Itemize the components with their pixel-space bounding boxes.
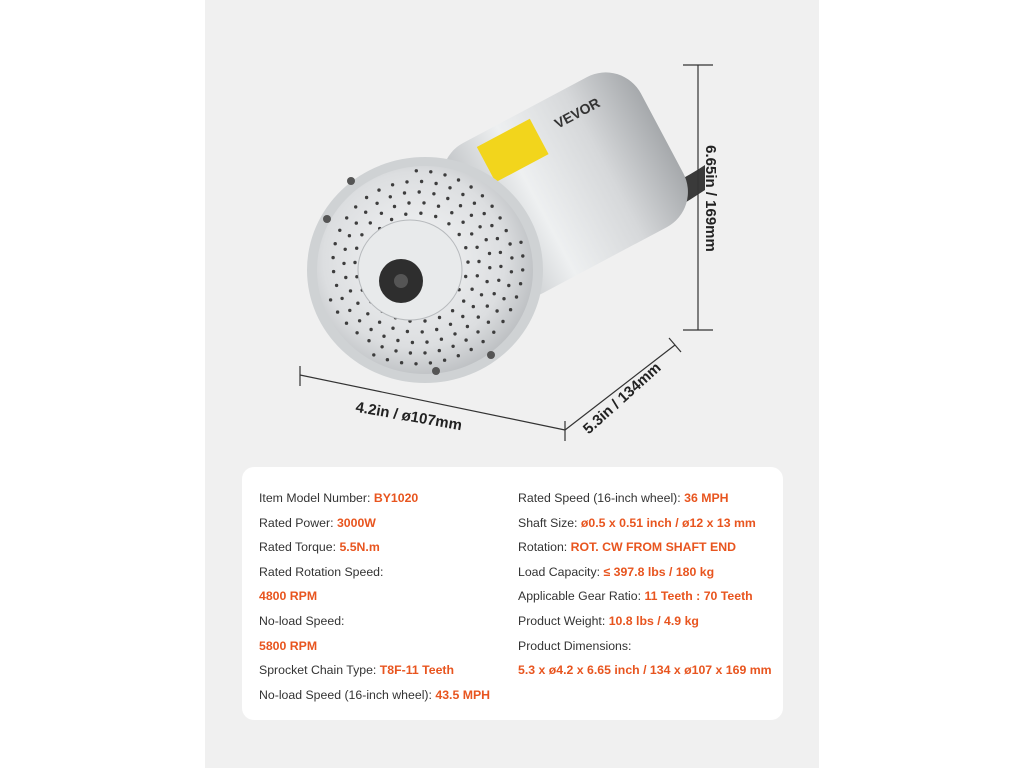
vent-hole bbox=[435, 328, 438, 331]
vent-hole bbox=[355, 331, 358, 334]
length-dimension-label: 5.3in / 134mm bbox=[579, 359, 665, 438]
spec-row: Load Capacity: ≤ 397.8 lbs / 180 kg bbox=[518, 564, 715, 579]
vent-hole bbox=[394, 349, 397, 352]
vent-hole bbox=[470, 232, 473, 235]
vent-hole bbox=[429, 361, 432, 364]
vent-hole bbox=[438, 316, 441, 319]
vent-hole bbox=[499, 251, 502, 254]
vent-hole bbox=[365, 196, 368, 199]
vent-hole bbox=[386, 358, 389, 361]
vent-hole bbox=[480, 293, 483, 296]
spec-row: No-load Speed: bbox=[259, 613, 345, 628]
vent-hole bbox=[493, 292, 496, 295]
vent-hole bbox=[508, 242, 511, 245]
vent-hole bbox=[393, 205, 396, 208]
vent-hole bbox=[375, 202, 378, 205]
vent-hole bbox=[497, 279, 500, 282]
spec-column-left bbox=[259, 486, 509, 707]
vent-hole bbox=[487, 321, 490, 324]
vent-hole bbox=[335, 284, 338, 287]
vent-hole bbox=[332, 270, 335, 273]
vent-hole bbox=[391, 327, 394, 330]
vent-hole bbox=[510, 256, 513, 259]
vent-hole bbox=[422, 201, 425, 204]
vent-hole bbox=[457, 178, 460, 181]
vent-hole bbox=[355, 221, 358, 224]
vent-hole bbox=[459, 204, 462, 207]
vent-hole bbox=[485, 238, 488, 241]
vent-hole bbox=[510, 270, 513, 273]
vent-hole bbox=[453, 332, 456, 335]
vent-hole bbox=[447, 222, 450, 225]
vent-hole bbox=[490, 205, 493, 208]
vent-hole bbox=[451, 345, 454, 348]
vent-hole bbox=[345, 322, 348, 325]
vent-hole bbox=[353, 261, 356, 264]
vent-hole bbox=[336, 310, 339, 313]
vent-hole bbox=[443, 173, 446, 176]
sprocket bbox=[379, 259, 423, 303]
vent-hole bbox=[472, 305, 475, 308]
mount-hole bbox=[432, 367, 440, 375]
spec-row: Product Dimensions: bbox=[518, 638, 632, 653]
vent-hole bbox=[419, 212, 422, 215]
spec-row: 4800 RPM bbox=[259, 589, 318, 604]
spec-row: 5800 RPM bbox=[259, 638, 318, 653]
vent-hole bbox=[348, 234, 351, 237]
vent-hole bbox=[382, 335, 385, 338]
product-image-area bbox=[205, 0, 819, 460]
vent-hole bbox=[466, 325, 469, 328]
vent-hole bbox=[340, 297, 343, 300]
vent-hole bbox=[507, 284, 510, 287]
vent-hole bbox=[364, 211, 367, 214]
vent-hole bbox=[485, 280, 488, 283]
vent-hole bbox=[380, 212, 383, 215]
vent-hole bbox=[488, 252, 491, 255]
vent-hole bbox=[502, 297, 505, 300]
vent-hole bbox=[449, 323, 452, 326]
spec-row: Rated Speed (16-inch wheel): 36 MPH bbox=[518, 491, 729, 505]
vent-hole bbox=[354, 205, 357, 208]
vent-hole bbox=[461, 315, 464, 318]
vent-hole bbox=[434, 215, 437, 218]
vent-hole bbox=[400, 361, 403, 364]
vent-hole bbox=[429, 170, 432, 173]
vent-hole bbox=[342, 262, 345, 265]
vent-hole bbox=[415, 169, 418, 172]
vent-hole bbox=[344, 248, 347, 251]
vent-hole bbox=[366, 312, 369, 315]
spec-row: Rated Torque: 5.5N.m bbox=[259, 540, 380, 555]
spec-card bbox=[242, 467, 783, 720]
spec-row: Product Weight: 10.8 lbs / 4.9 kg bbox=[518, 613, 699, 628]
vent-hole bbox=[458, 233, 461, 236]
vent-hole bbox=[501, 320, 504, 323]
vent-hole bbox=[509, 308, 512, 311]
vent-hole bbox=[367, 339, 370, 342]
vent-hole bbox=[450, 211, 453, 214]
vent-hole bbox=[421, 330, 424, 333]
vent-hole bbox=[492, 331, 495, 334]
vent-hole bbox=[440, 338, 443, 341]
vent-hole bbox=[481, 194, 484, 197]
vent-hole bbox=[334, 242, 337, 245]
vent-hole bbox=[377, 188, 380, 191]
vent-hole bbox=[461, 193, 464, 196]
vent-hole bbox=[505, 229, 508, 232]
vent-hole bbox=[389, 195, 392, 198]
vent-hole bbox=[404, 213, 407, 216]
vent-hole bbox=[470, 214, 473, 217]
vent-hole bbox=[380, 345, 383, 348]
vent-hole bbox=[477, 315, 480, 318]
spec-row: Applicable Gear Ratio: 11 Teeth : 70 Teeth bbox=[518, 589, 753, 604]
vent-hole bbox=[338, 229, 341, 232]
vent-hole bbox=[473, 202, 476, 205]
vent-hole bbox=[495, 309, 498, 312]
vent-hole bbox=[409, 351, 412, 354]
vent-hole bbox=[356, 302, 359, 305]
vent-hole bbox=[446, 197, 449, 200]
diameter-dimension-label: 4.2in / ø107mm bbox=[354, 398, 464, 435]
spec-row: 5.3 x ø4.2 x 6.65 inch / 134 x ø107 x 169 mm bbox=[518, 663, 772, 678]
vent-hole bbox=[481, 340, 484, 343]
vent-hole bbox=[475, 246, 478, 249]
spec-row: Rated Power: 3000W bbox=[259, 515, 376, 530]
vent-hole bbox=[437, 205, 440, 208]
vent-hole bbox=[344, 276, 347, 279]
vent-hole bbox=[420, 180, 423, 183]
vent-hole bbox=[477, 260, 480, 263]
vent-hole bbox=[519, 282, 522, 285]
vent-hole bbox=[434, 182, 437, 185]
vent-hole bbox=[403, 191, 406, 194]
mount-hole bbox=[487, 351, 495, 359]
vent-hole bbox=[391, 183, 394, 186]
vent-hole bbox=[462, 299, 465, 302]
vent-hole bbox=[407, 201, 410, 204]
vent-hole bbox=[432, 192, 435, 195]
vent-hole bbox=[418, 190, 421, 193]
spec-row: Rated Rotation Speed: bbox=[259, 564, 384, 579]
vent-hole bbox=[488, 266, 491, 269]
mount-hole bbox=[323, 215, 331, 223]
spec-row: Shaft Size: ø0.5 x 0.51 inch / ø12 x 13 mm bbox=[518, 515, 756, 530]
height-dimension-label: 6.65in / 169mm bbox=[701, 145, 719, 252]
vent-hole bbox=[464, 275, 467, 278]
vent-hole bbox=[345, 216, 348, 219]
vent-hole bbox=[438, 349, 441, 352]
vent-hole bbox=[470, 348, 473, 351]
vent-hole bbox=[378, 321, 381, 324]
spec-row: Sprocket Chain Type: T8F-11 Teeth bbox=[259, 663, 455, 678]
vent-hole bbox=[464, 338, 467, 341]
vent-hole bbox=[476, 330, 479, 333]
vent-hole bbox=[369, 328, 372, 331]
vent-hole bbox=[466, 260, 469, 263]
vent-hole bbox=[461, 221, 464, 224]
vent-hole bbox=[423, 351, 426, 354]
spec-column-right bbox=[518, 486, 780, 683]
vent-hole bbox=[355, 247, 358, 250]
vent-hole bbox=[414, 362, 417, 365]
vent-hole bbox=[469, 185, 472, 188]
spec-row: Rotation: ROT. CW FROM SHAFT END bbox=[518, 540, 736, 555]
vent-hole bbox=[521, 268, 524, 271]
vent-hole bbox=[499, 265, 502, 268]
vent-hole bbox=[369, 221, 372, 224]
vent-hole bbox=[331, 256, 334, 259]
vent-hole bbox=[390, 218, 393, 221]
vent-hole bbox=[448, 186, 451, 189]
vent-hole bbox=[360, 233, 363, 236]
vent-hole bbox=[372, 353, 375, 356]
motor-illustration bbox=[205, 0, 819, 460]
vent-hole bbox=[483, 212, 486, 215]
mount-hole bbox=[347, 177, 355, 185]
brand-label: VEVOR bbox=[551, 94, 603, 132]
vent-hole bbox=[348, 309, 351, 312]
vent-hole bbox=[498, 216, 501, 219]
vent-hole bbox=[457, 354, 460, 357]
vent-hole bbox=[496, 237, 499, 240]
vent-hole bbox=[425, 340, 428, 343]
spec-row: Item Model Number: BY1020 bbox=[259, 491, 419, 505]
vent-hole bbox=[349, 289, 352, 292]
vent-hole bbox=[470, 288, 473, 291]
vent-hole bbox=[519, 241, 522, 244]
vent-hole bbox=[451, 309, 454, 312]
vent-hole bbox=[396, 339, 399, 342]
product-panel bbox=[205, 0, 819, 768]
vent-hole bbox=[464, 246, 467, 249]
vent-hole bbox=[406, 330, 409, 333]
spec-row: No-load Speed (16-inch wheel): 43.5 MPH bbox=[259, 687, 491, 702]
vent-hole bbox=[423, 319, 426, 322]
vent-hole bbox=[358, 319, 361, 322]
vent-hole bbox=[490, 224, 493, 227]
vent-hole bbox=[411, 341, 414, 344]
vent-hole bbox=[329, 298, 332, 301]
vent-hole bbox=[478, 225, 481, 228]
vent-hole bbox=[443, 359, 446, 362]
vent-hole bbox=[515, 295, 518, 298]
vent-hole bbox=[486, 304, 489, 307]
vent-hole bbox=[405, 180, 408, 183]
vent-hole bbox=[476, 274, 479, 277]
vent-hole bbox=[521, 254, 524, 257]
